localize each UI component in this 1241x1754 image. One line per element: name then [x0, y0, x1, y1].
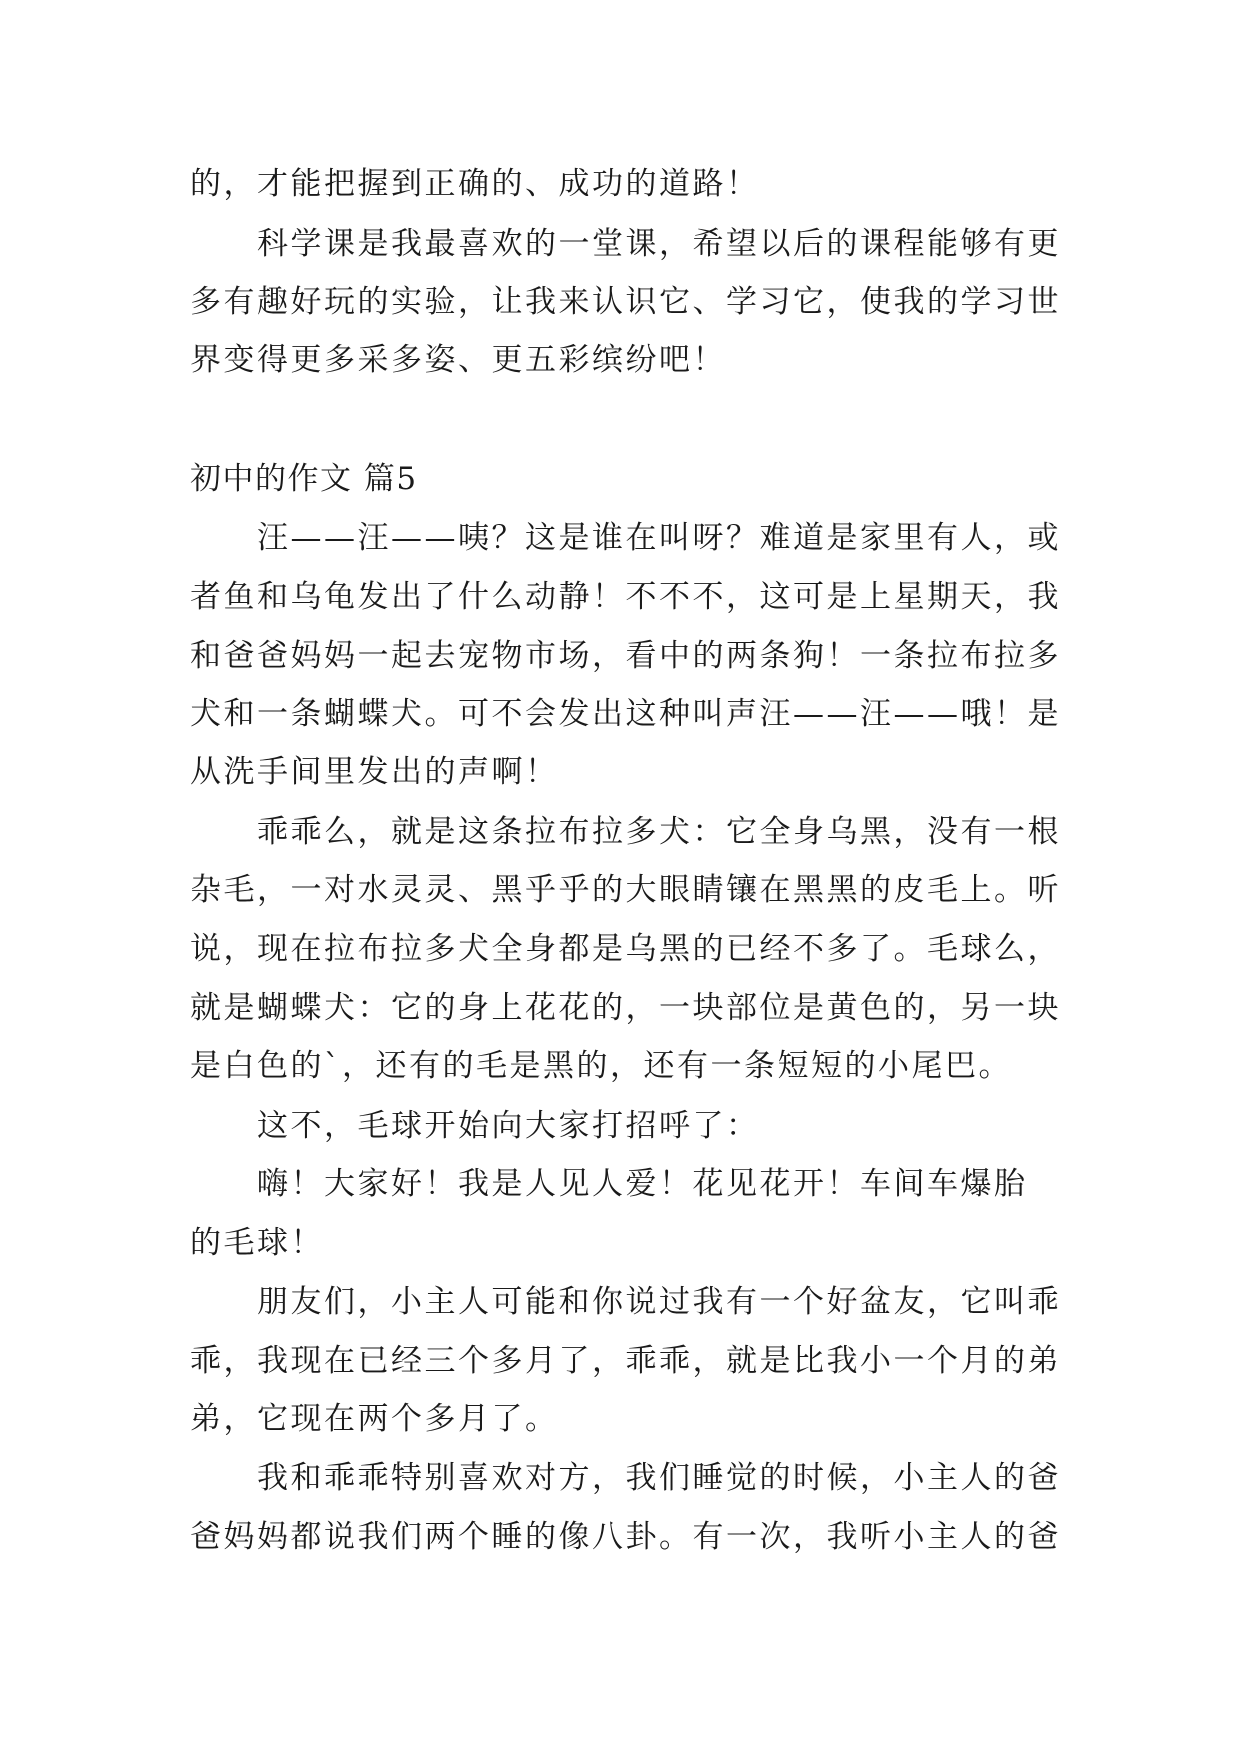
text-line: 爸妈妈都说我们两个睡的像八卦。有一次，我听小主人的爸 — [190, 1519, 1061, 1555]
text-line: 从洗手间里发出的声啊！ — [190, 754, 559, 790]
text-line: 乖，我现在已经三个多月了，乖乖，就是比我小一个月的弟 — [190, 1343, 1061, 1379]
paragraph-first-line: 乖乖么，就是这条拉布拉多犬：它全身乌黑，没有一根 — [257, 814, 1061, 850]
text-line: 犬和一条蝴蝶犬。可不会发出这种叫声汪——汪——哦！是 — [190, 696, 1061, 732]
paragraph-first-line: 朋友们，小主人可能和你说过我有一个好盆友，它叫乖 — [257, 1284, 1061, 1320]
text-line: 的毛球！ — [190, 1225, 324, 1261]
text-line: 者鱼和乌龟发出了什么动静！不不不，这可是上星期天，我 — [190, 579, 1061, 615]
text-line: 多有趣好玩的实验，让我来认识它、学习它，使我的学习世 — [190, 284, 1061, 320]
paragraph-first-line: 我和乖乖特别喜欢对方，我们睡觉的时候，小主人的爸 — [257, 1460, 1061, 1496]
paragraph-first-line: 科学课是我最喜欢的一堂课，希望以后的课程能够有更 — [257, 226, 1061, 262]
paragraph-first-line: 汪——汪——咦？这是谁在叫呀？难道是家里有人，或 — [257, 520, 1061, 556]
text-line: 就是蝴蝶犬：它的身上花花的，一块部位是黄色的，另一块 — [190, 990, 1061, 1026]
paragraph-first-line: 嗨！大家好！我是人见人爱！花见花开！车间车爆胎 — [257, 1166, 1028, 1202]
text-line: 的，才能把握到正确的、成功的道路！ — [190, 166, 760, 202]
paragraph-first-line: 这不，毛球开始向大家打招呼了： — [257, 1108, 760, 1144]
text-line: 弟，它现在两个多月了。 — [190, 1401, 559, 1437]
section-heading: 初中的作文 篇5 — [190, 461, 418, 497]
text-line: 说，现在拉布拉多犬全身都是乌黑的已经不多了。毛球么， — [190, 931, 1061, 967]
text-line: 是白色的`，还有的毛是黑的，还有一条短短的小尾巴。 — [190, 1048, 1012, 1084]
text-line: 和爸爸妈妈一起去宠物市场，看中的两条狗！一条拉布拉多 — [190, 638, 1061, 674]
text-line: 界变得更多采多姿、更五彩缤纷吧！ — [190, 342, 726, 378]
text-line: 杂毛，一对水灵灵、黑乎乎的大眼睛镶在黑黑的皮毛上。听 — [190, 872, 1061, 908]
